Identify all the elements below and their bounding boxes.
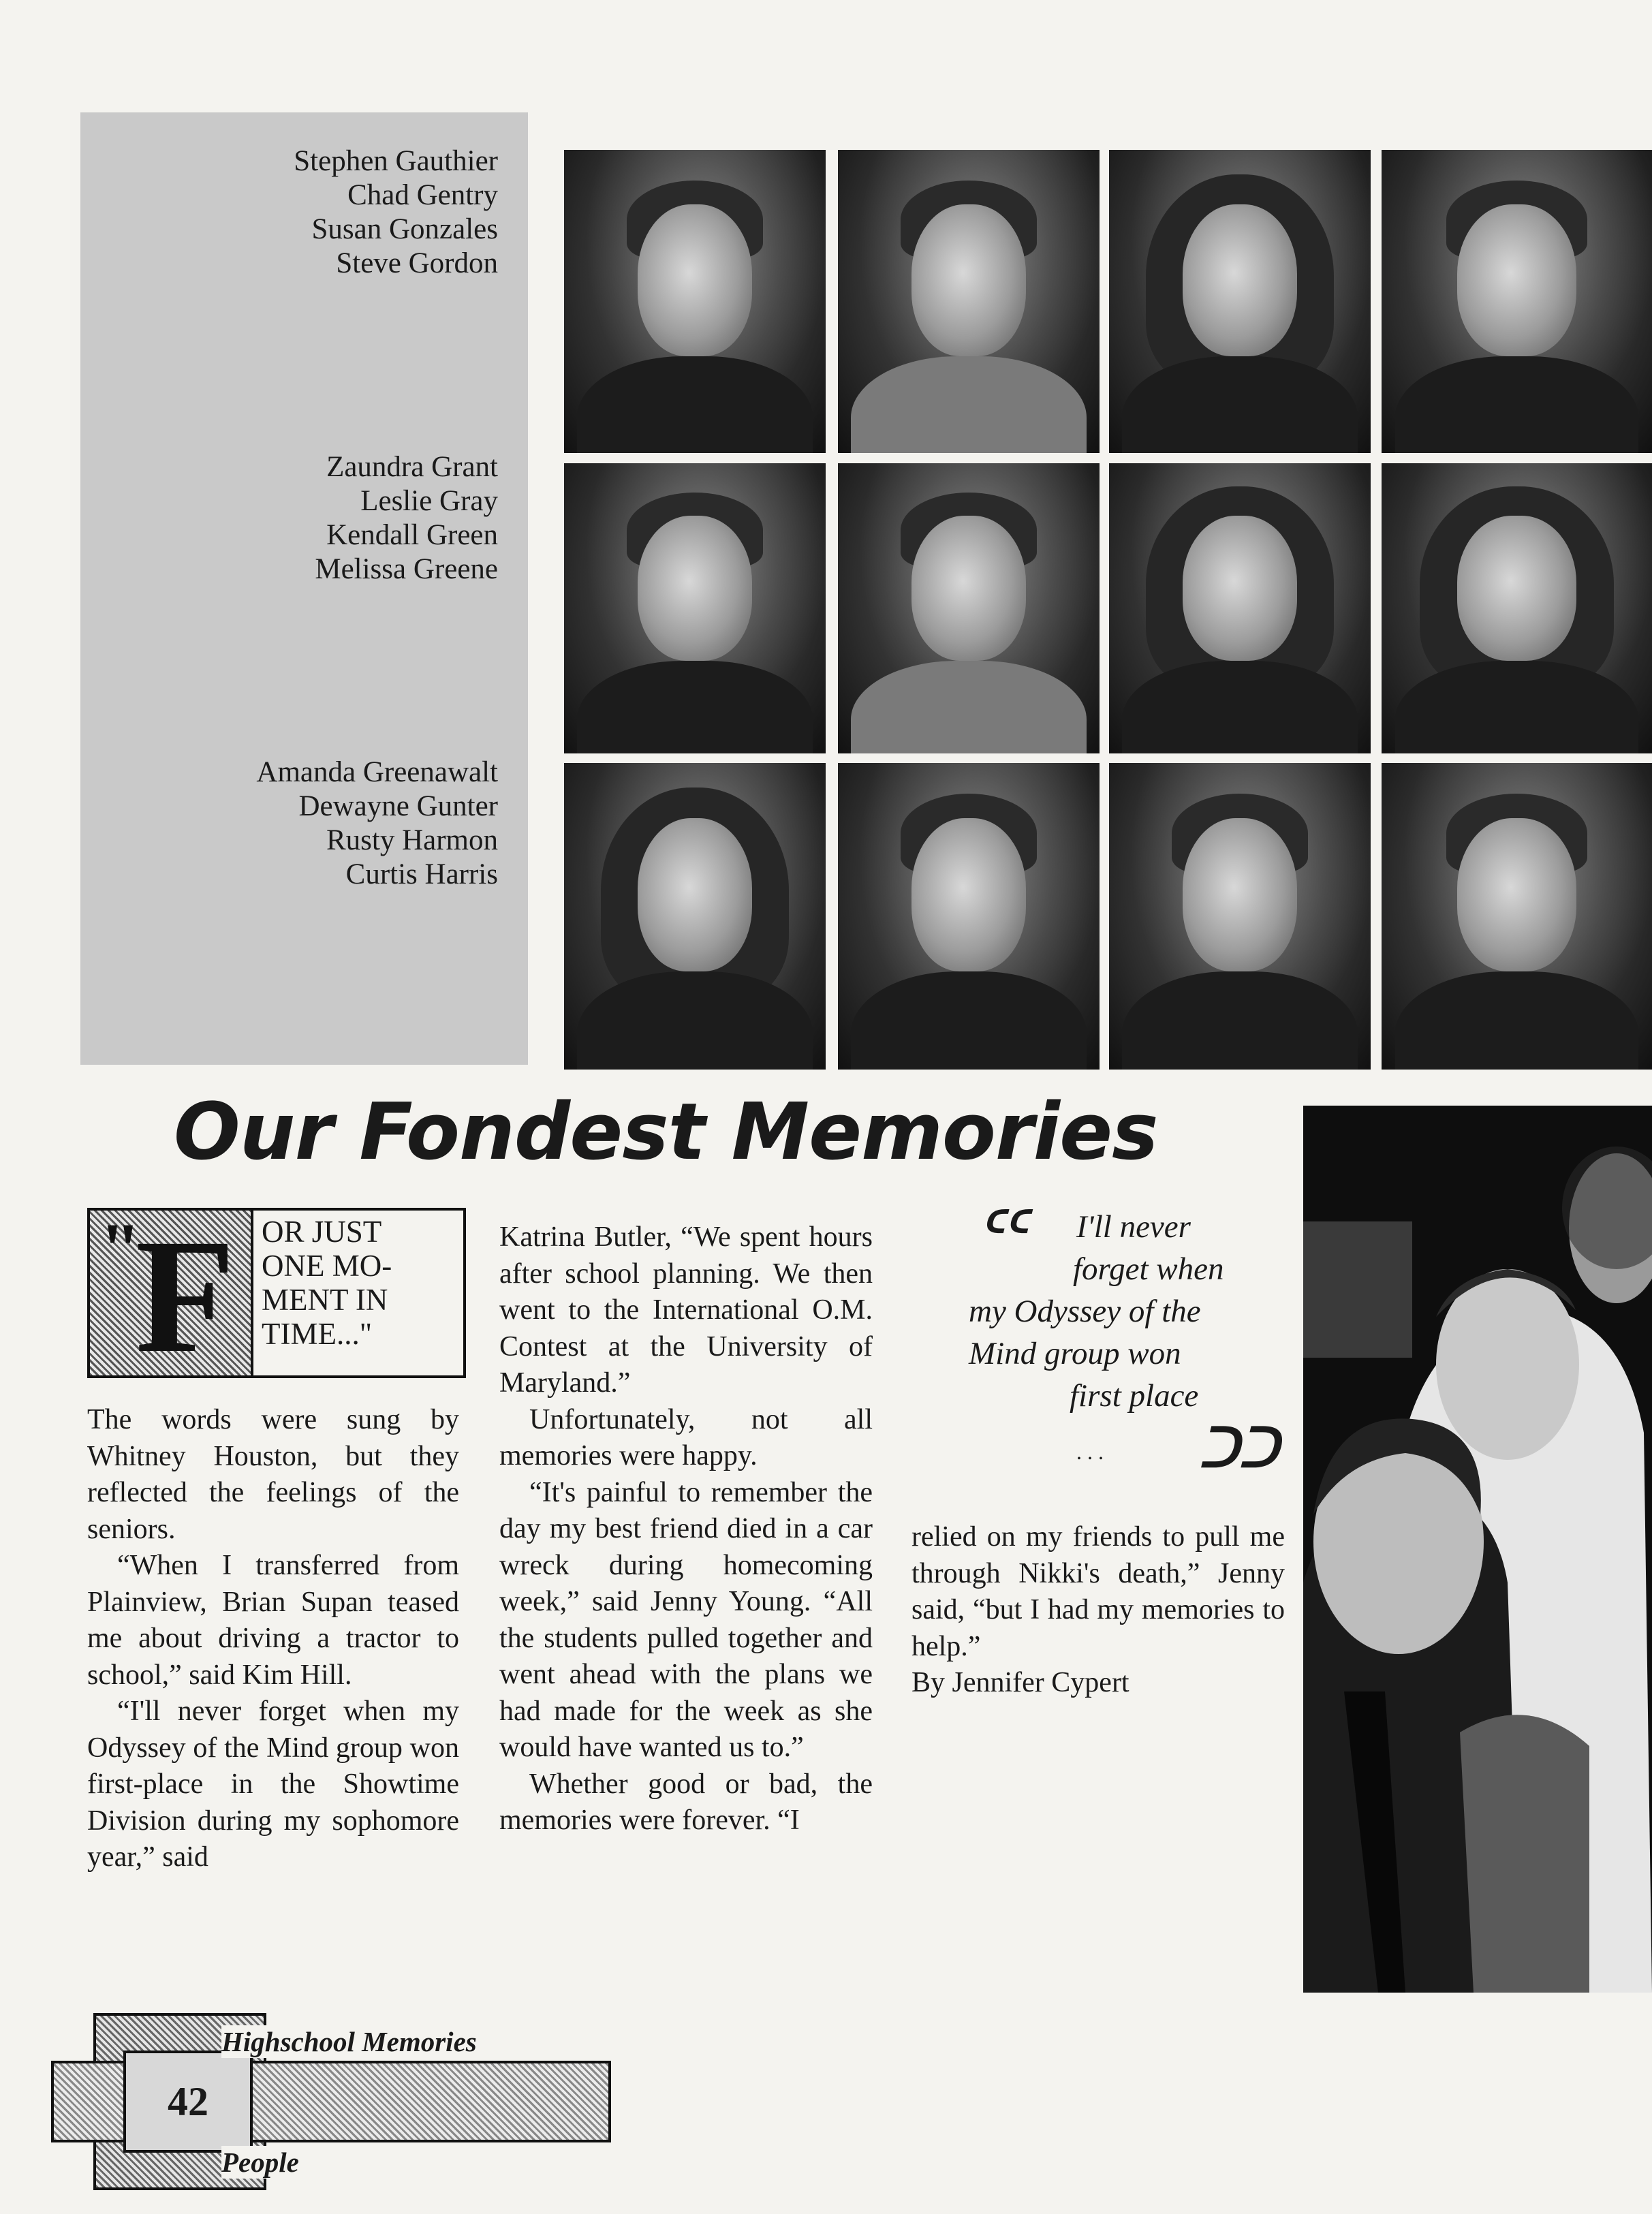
student-name: Curtis Harris: [345, 858, 498, 890]
drop-cap-quote-mark: ": [99, 1208, 142, 1291]
portrait-photo: [838, 763, 1100, 1070]
portrait-photo: [564, 463, 826, 753]
pull-quote-line: I'll never: [1076, 1209, 1191, 1245]
pull-quote-line: forget when: [1073, 1251, 1224, 1287]
student-name: Amanda Greenawalt: [256, 756, 498, 788]
pull-quote-ellipsis: . . .: [1076, 1439, 1104, 1464]
body-column-2: [499, 1219, 873, 1839]
drop-cap-box: [87, 1205, 466, 1386]
candid-group-photo: [1303, 1106, 1652, 1993]
student-name: Zaundra Grant: [326, 451, 498, 483]
portrait-photo: [564, 763, 826, 1070]
footer-category: People: [221, 2146, 306, 2179]
student-name: Steve Gordon: [336, 247, 498, 279]
body-paragraph: Unfortunately, not all memories were happy.: [499, 1403, 873, 1471]
body-paragraph: Whether good or bad, the memories were forever. “I: [499, 1768, 873, 1836]
candid-photo-image: [1303, 1106, 1652, 1993]
body-paragraph: Katrina Butler, “We spent hours after school planning. We then went to the International O.M. Contest at the University of Maryland.”: [499, 1221, 873, 1399]
lead-in-line: OR JUST: [262, 1215, 382, 1249]
portrait-photo: [564, 150, 826, 453]
drop-cap-letter: F: [135, 1205, 236, 1386]
student-name: Leslie Gray: [360, 485, 498, 517]
body-paragraph: The words were sung by Whitney Houston, but they reflected the feelings of the seniors.: [87, 1404, 459, 1545]
name-group-row-1: [294, 144, 498, 281]
close-quote-mark: ᑐᑐ: [1199, 1416, 1279, 1480]
portrait-photo: [838, 463, 1100, 753]
name-group-row-3: [256, 755, 498, 892]
portrait-photo: [1382, 463, 1652, 753]
lead-in-line: MENT IN: [262, 1283, 388, 1317]
portrait-photo: [1382, 763, 1652, 1070]
student-name: Susan Gonzales: [311, 213, 498, 245]
body-column-1: [87, 1402, 459, 1876]
lead-in-line: ONE MO-: [262, 1249, 392, 1283]
student-name: Kendall Green: [326, 519, 498, 551]
body-paragraph: relied on my friends to pull me through Nikki's death,” Jenny said, “but I had my memories to help.”: [911, 1521, 1285, 1662]
body-paragraph: “It's painful to remember the day my best friend died in a car wreck during homecoming week,” said Jenny Young. “All the students pulled together and went ahead with the plans we had made for the week as she would have wanted us to.”: [499, 1476, 873, 1763]
body-column-3: [911, 1519, 1285, 1702]
portrait-grid: [564, 150, 1652, 1070]
footer-section-title: Highschool Memories: [221, 2025, 484, 2058]
drop-cap-lead-in: [262, 1215, 466, 1351]
lead-in-line: TIME...": [262, 1317, 373, 1351]
student-name: Melissa Greene: [315, 553, 498, 585]
portrait-photo: [838, 150, 1100, 453]
student-name: Chad Gentry: [347, 179, 498, 211]
portrait-photo: [1382, 150, 1652, 453]
portrait-photo: [1109, 463, 1371, 753]
article-headline: Our Fondest Memories: [174, 1087, 1158, 1178]
body-paragraph: “When I transferred from Plainview, Brian Supan teased me about driving a tractor to school,” said Kim Hill.: [87, 1550, 459, 1691]
pull-quote-line: my Odyssey of the: [969, 1294, 1201, 1329]
student-name: Dewayne Gunter: [298, 790, 498, 822]
student-name: Rusty Harmon: [326, 824, 498, 856]
byline: By Jennifer Cypert: [911, 1667, 1129, 1698]
body-paragraph: “I'll never forget when my Odyssey of the Mind group won first-place in the Showtime Division during my sophomore year,” said: [87, 1696, 459, 1873]
pull-quote-line: Mind group won: [969, 1336, 1181, 1371]
name-panel: [80, 112, 528, 1065]
student-name: Stephen Gauthier: [294, 145, 498, 177]
pull-quote-line: first place: [1070, 1378, 1199, 1414]
page-number: 42: [168, 2079, 208, 2124]
name-group-row-2: [315, 450, 498, 587]
portrait-photo: [1109, 150, 1371, 453]
portrait-photo: [1109, 763, 1371, 1070]
open-quote-mark: ᑦᑦ: [978, 1199, 1025, 1263]
